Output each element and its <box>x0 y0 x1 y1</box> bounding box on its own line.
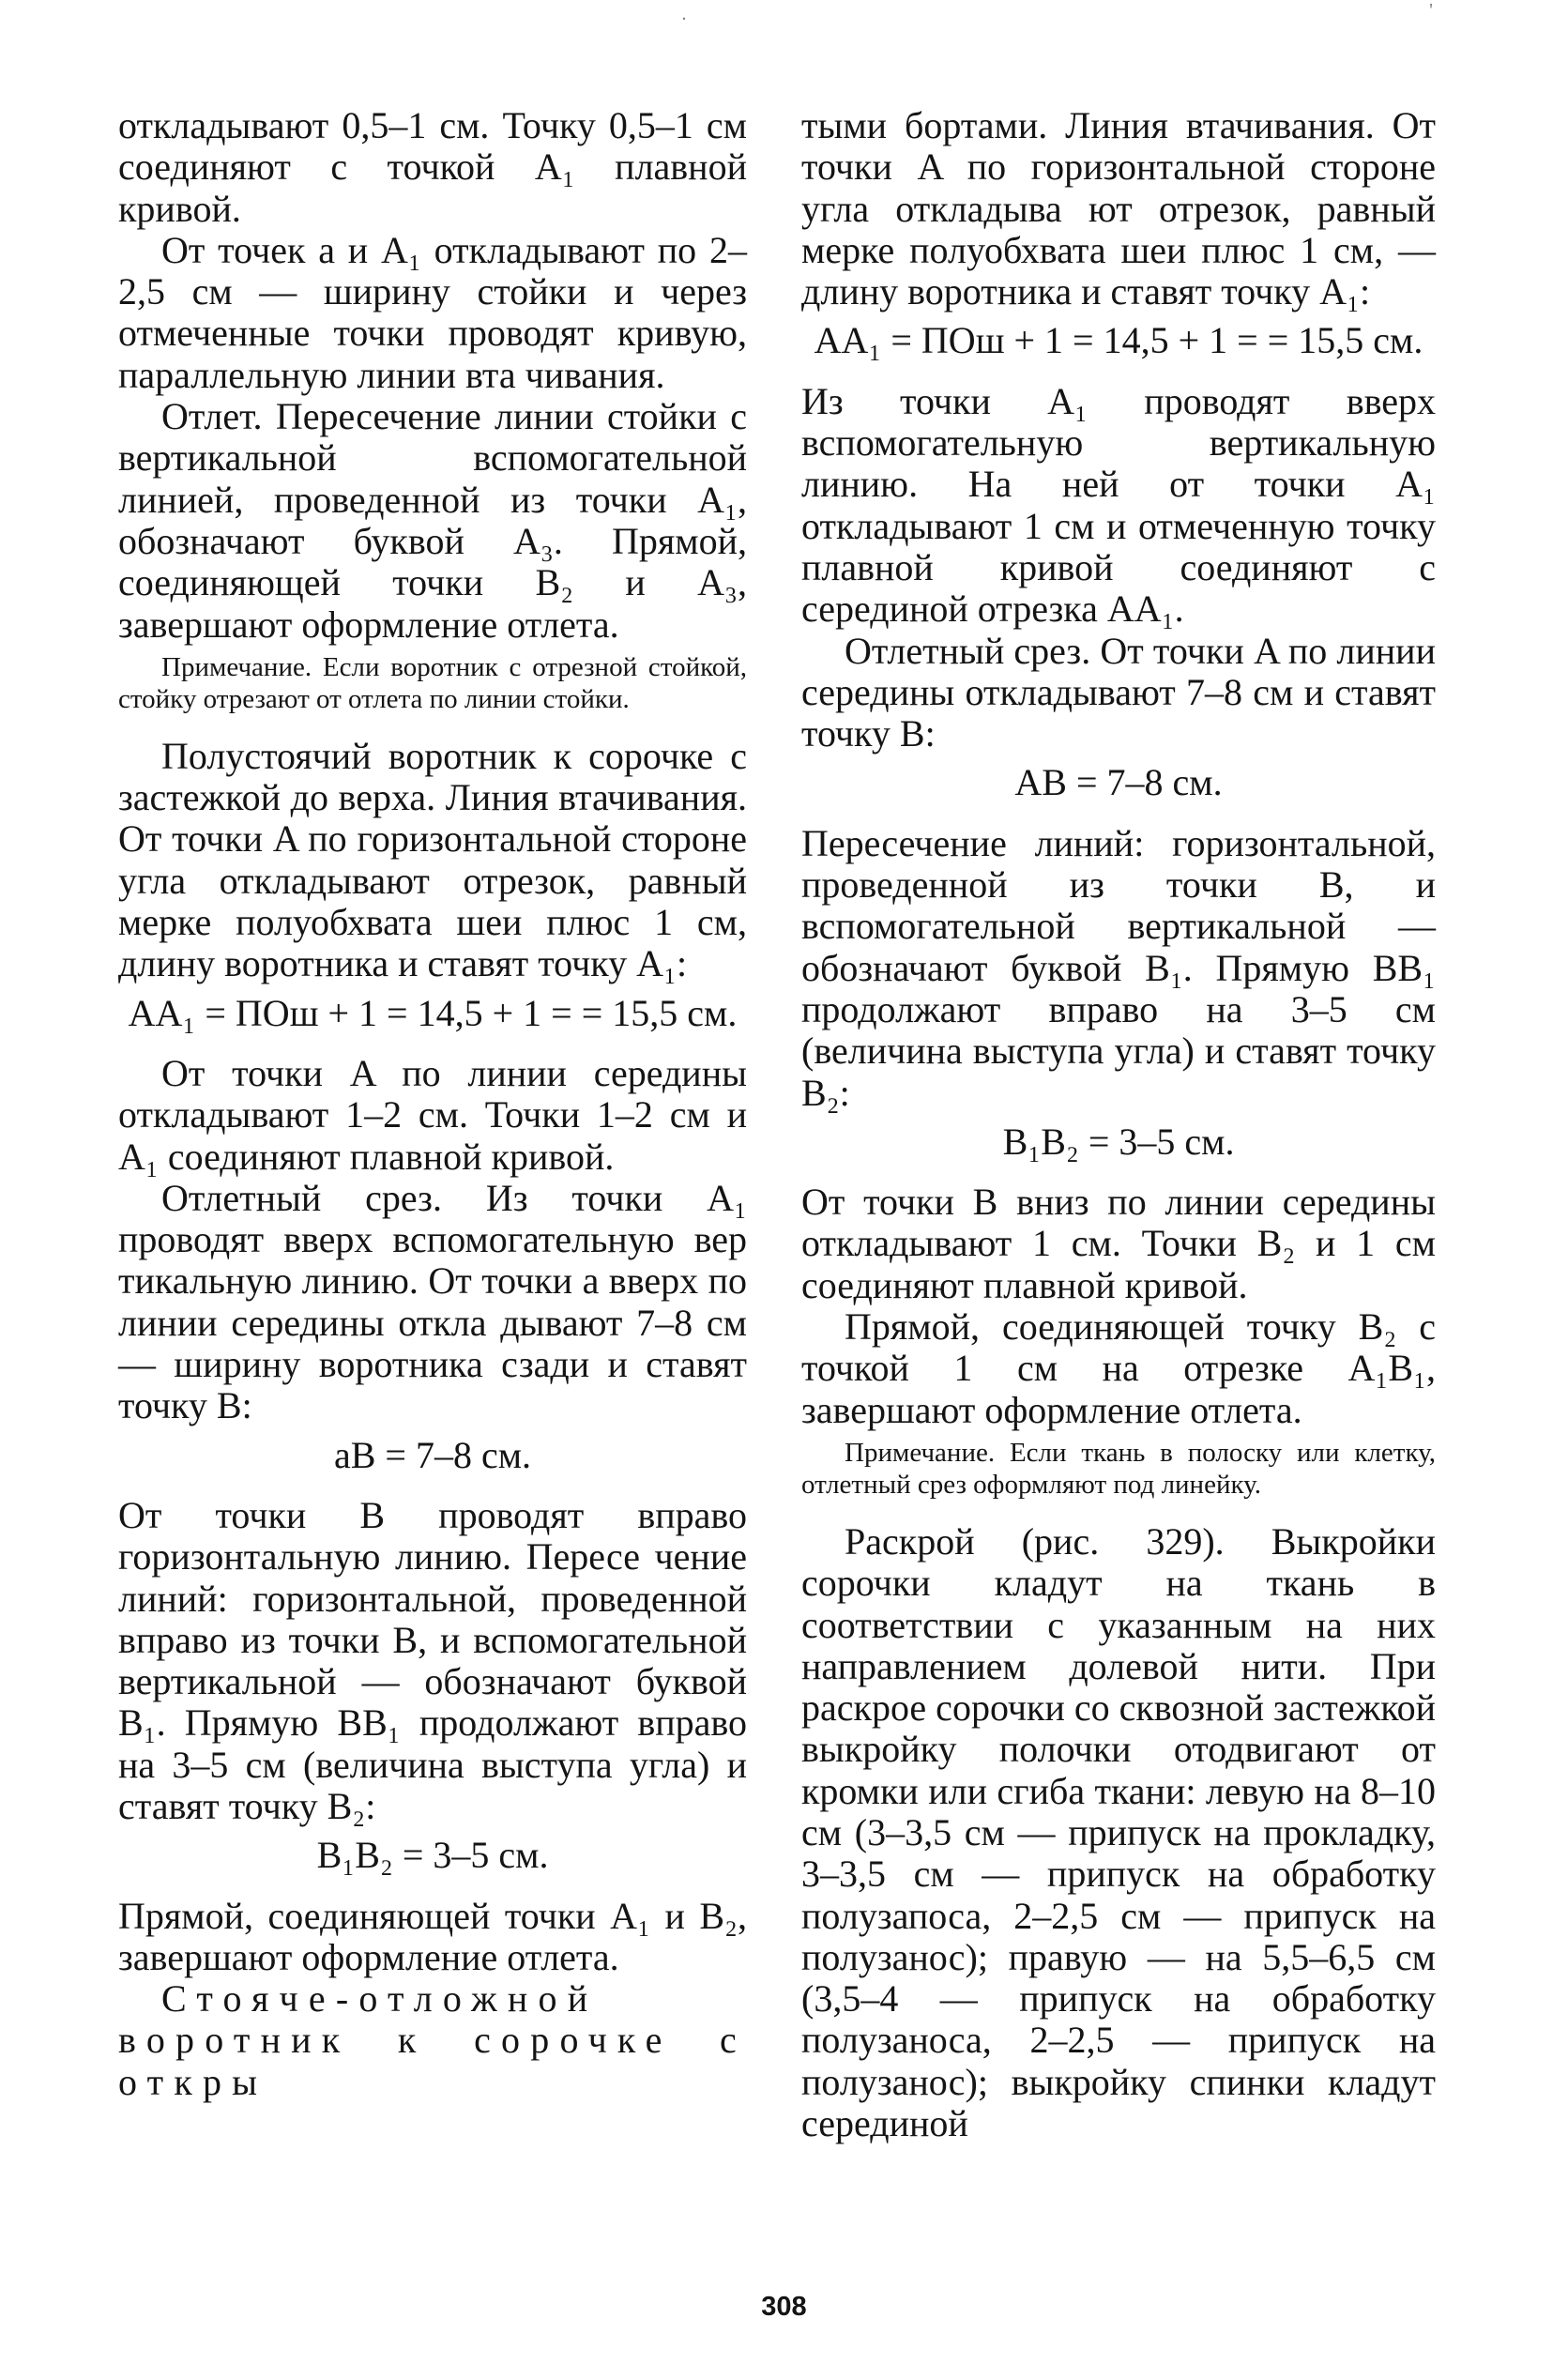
paragraph: Прямой, соединяющей точки A₁ и B₂, завершают оформление отлета. <box>118 1894 747 1978</box>
paragraph: От точки A по линии середины откладывают 1–2 см. Точки 1–2 см и A₁ соединяют плавной кривой. <box>118 1051 747 1178</box>
formula: AA₁ = ПОш + 1 = 14,5 + 1 = = 15,5 см. <box>128 991 738 1034</box>
formula: AB = 7–8 см. <box>1014 761 1223 804</box>
section-heading: Стояче-отложной воротник к сорочке с откры <box>118 1977 747 2103</box>
paragraph: Раскрой (рис. 329). Выкройки сорочки кладут на ткань в соответствии с указанным на них направлением долевой нити. При раскрое сорочки со сквозной застежкой выкройку полочки отодвигают от кромки или сгиба ткани: левую на 8–10 см (3–3,5 см — припуск на прокладку, 3–3,5 см — припуск на обработку полузапоса, 2–2,5 см — припуск на полузанос); правую — на 5,5–6,5 см (3,5–4 — припуск на обработку полузаноса, 2–2,5 — припуск на полузанос); выкройку спинки кладут серединой <box>801 1519 1437 2145</box>
formula: B₁B₂ = 3–5 см. <box>316 1834 549 1877</box>
paragraph: От точек a и A₁ откладывают по 2–2,5 см — ширину стойки и через отмеченные точки проводят кривую, параллельную линии вта чивания. <box>118 228 747 396</box>
paragraph: тыми бортами. Линия втачивания. От точки A по горизонтальной стороне угла откладыва ют отрезок, равный мерке полуобхвата шеи плюс 1 см, — длину воротника и ставят точку A₁: <box>801 104 1436 313</box>
paragraph: Прямой, соединяющей точку B₂ с точкой 1 см на отрезке A₁B₁, завершают оформление отлета. <box>801 1305 1436 1431</box>
page-number: 308 <box>761 2292 807 2322</box>
paragraph: Из точки A₁ проводят вверх вспомогательную вертикальную линию. На ней от точки A₁ откладывают 1 см и отмеченную точку плавной кривой соединяют с серединой отрезка AA₁. <box>801 379 1436 631</box>
paragraph: Полустоячий воротник к сорочке с застежкой до верха. Линия втачивания. От точки A по горизонтальной стороне угла откладывают отрезок, равный мерке полуобхвата шеи плюс 1 см, длину воротника и ставят точку A₁: <box>118 734 747 985</box>
paragraph: От точки B проводят вправо горизонтальную линию. Пересе чение линий: горизонтальной, проведенной вправо из точки B, и вспомогательной вертикальной — обозначают буквой B₁. Прямую BB₁ продолжают вправо на 3–5 см (величина выступа угла) и ставят точку B₂: <box>118 1493 747 1827</box>
formula: B₁B₂ = 3–5 см. <box>1002 1120 1235 1163</box>
formula: AA₁ = ПОш + 1 = 14,5 + 1 = = 15,5 см. <box>814 319 1423 362</box>
print-mark: . <box>681 4 687 24</box>
note: Примечание. Если ткань в полоску или клетку, отлетный срез оформляют под линейку. <box>801 1437 1436 1500</box>
print-mark: ' <box>1429 0 1433 21</box>
left-column <box>118 105 747 2103</box>
paragraph: откладывают 0,5–1 см. Точку 0,5–1 см соединяют с точкой A₁ плавной кривой. <box>118 104 747 230</box>
note: Примечание. Если воротник с отрезной стойкой, стойку отрезают от отлета по линии стойки. <box>118 651 747 714</box>
right-column <box>801 105 1436 2144</box>
paragraph: Отлетный срез. От точки A по линии середины откладывают 7–8 см и ставят точку B: <box>801 629 1436 755</box>
paragraph: Отлетный срез. Из точки A₁ проводят вверх вспомогательную вер тикальную линию. От точки a вверх по линии середины откла дывают 7–8 см — ширину воротника сзади и ставят точку B: <box>118 1176 747 1427</box>
paragraph: От точки B вниз по линии середины откладывают 1 см. Точки B₂ и 1 см соединяют плавной кривой. <box>801 1181 1436 1306</box>
formula: aB = 7–8 см. <box>333 1433 532 1476</box>
paragraph: Пересечение линий: горизонтальной, проведенной из точки B, и вспомогательной вертикальной — обозначают буквой B₁. Прямую BB₁ продолжают вправо на 3–5 см (величина выступа угла) и ставят точку B₂: <box>801 821 1436 1114</box>
paragraph: Отлет. Пересечение линии стойки с вертикальной вспомогательной линией, проведенной из точки A₁, обозначают буквой A₃. Прямой, соединяющей точки B₂ и A₃, завершают оформление отлета. <box>118 395 747 646</box>
